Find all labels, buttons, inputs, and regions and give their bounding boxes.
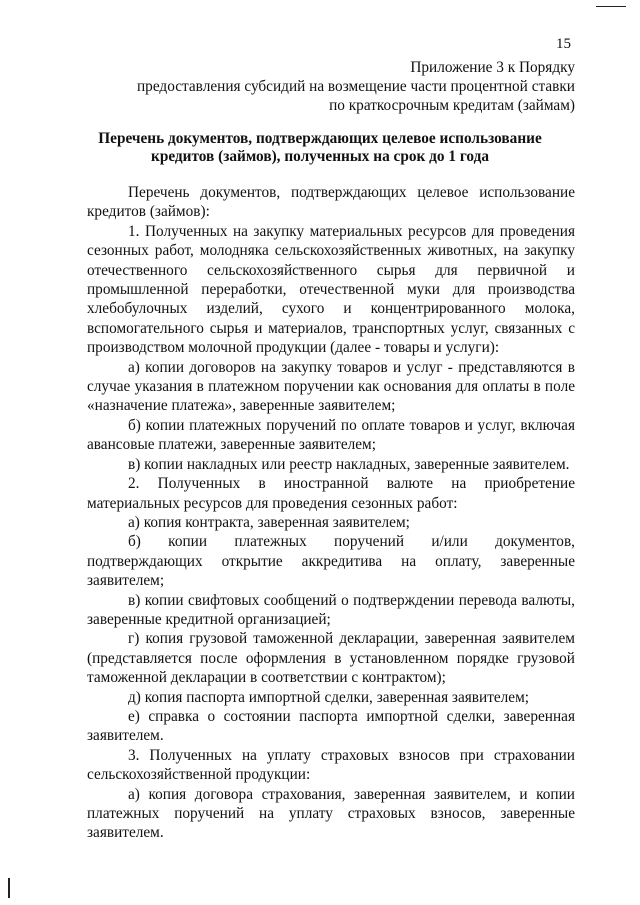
scan-artifact — [8, 878, 10, 898]
document-body — [87, 183, 575, 843]
paragraph: е) справка о состоянии паспорта импортной сделки, заверенная заявителем. — [87, 707, 575, 745]
paragraph: а) копии договоров на закупку товаров и услуг - представляются в случае указания в платежном поручении как основания для оплаты в поле «назначение платежа», заверенные заявителем; — [87, 358, 575, 415]
paragraph: а) копия договора страхования, заверенная заявителем, и копии платежных поручений на уплату страховых взносов, заверенные заявителем. — [87, 785, 575, 842]
paragraph: в) копии накладных или реестр накладных, заверенные заявителем. — [128, 455, 570, 473]
paragraph: 1. Полученных на закупку материальных ресурсов для проведения сезонных работ, молодняка сельскохозяйственных животных, на закупку отечественного сельскохозяйственного сырья для первичной и промышленной переработки, отечественной муки для производства хлебобулочных изделий, сухого и концентрированного молока, вспомогательного сырья и материалов, транспортных услуг, связанных с производством молочной продукции (далее - товары и услуги): — [87, 222, 575, 357]
appendix-line: предоставления субсидий на возмещение части процентной ставки — [137, 78, 575, 95]
page-number: 15 — [556, 36, 571, 52]
paragraph: а) копия контракта, заверенная заявителем; — [128, 513, 410, 531]
appendix-line: по краткосрочным кредитам (займам) — [329, 97, 575, 114]
appendix-line: Приложение 3 к Порядку — [410, 59, 575, 76]
appendix-reference — [120, 58, 575, 115]
scan-artifact — [596, 6, 626, 7]
paragraph: 3. Полученных на уплату страховых взносов при страховании сельскохозяйственной продукции: — [87, 746, 575, 784]
title-line: кредитов (займов), полученных на срок до 1 года — [151, 148, 489, 165]
paragraph: в) копии свифтовых сообщений о подтверждении перевода валюты, заверенные кредитной организацией; — [87, 591, 575, 628]
title-line: Перечень документов, подтверждающих целевое использование — [98, 130, 542, 147]
document-title — [70, 130, 570, 166]
paragraph: д) копия паспорта импортной сделки, заверенная заявителем; — [128, 688, 530, 706]
paragraph: Перечень документов, подтверждающих целевое использование кредитов (займов): — [87, 184, 575, 221]
paragraph: б) копии платежных поручений и/или документов, подтверждающих открытие аккредитива на оплату, заверенные заявителем; — [87, 533, 575, 590]
paragraph: г) копия грузовой таможенной декларации, заверенная заявителем (представляется после оформления в установленном порядке грузовой таможенной декларации в соответствии с контрактом); — [87, 630, 575, 687]
paragraph: б) копии платежных поручений по оплате товаров и услуг, включая авансовые платежи, заверенные заявителем; — [87, 416, 575, 454]
paragraph: 2. Полученных в иностранной валюте на приобретение материальных ресурсов для проведения сезонных работ: — [87, 475, 575, 512]
